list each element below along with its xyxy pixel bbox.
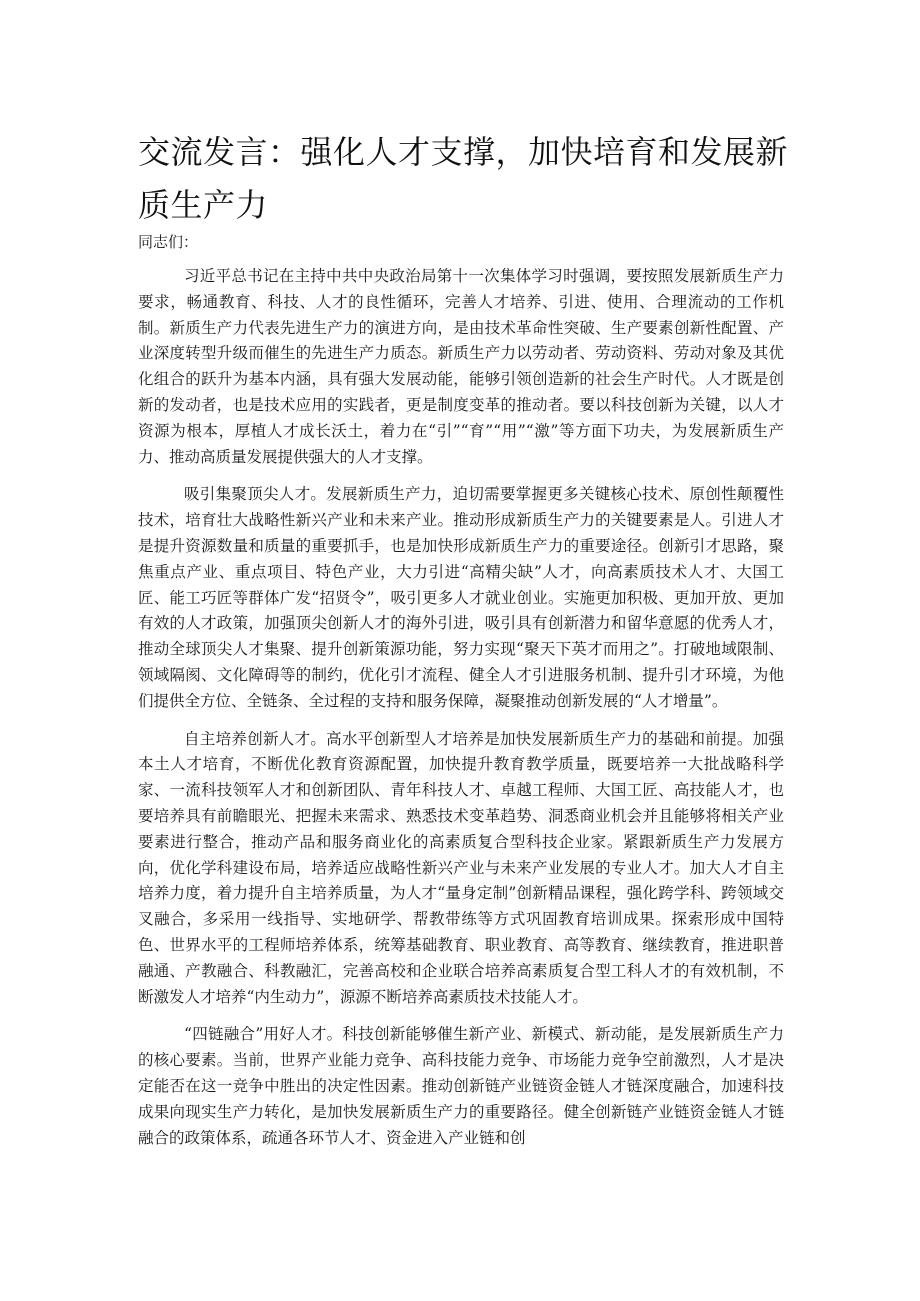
- paragraph-four-chain-integration: “四链融合”用好人才。科技创新能够催生新产业、新模式、新动能，是发展新质生产力的核心要素。当前，世界产业能力竞争、高科技能力竞争、市场能力竞争空前激烈，人才是决定能否在这一竞争中胜出的决定性因素。推动创新链产业链资金链人才链深度融合，加速科技成果向现实生产力转化，是加快发展新质生产力的重要路径。健全创新链产业链资金链人才链融合的政策体系，疏通各环节人才、资金进入产业链和创: [138, 1025, 784, 1147]
- paragraph-attract-talent: 吸引集聚顶尖人才。发展新质生产力，迫切需要掌握更多关键核心技术、原创性颠覆性技术，培育壮大战略性新兴产业和未来产业。推动形成新质生产力的关键要素是人。引进人才是提升资源数量和质量的重要抓手，也是加快形成新质生产力的重要途径。创新引才思路，聚焦重点产业、重点项目、特色产业，大力引进“高精尖缺”人才，向高素质技术人才、大国工匠、能工巧匠等群体广发“招贤令”，吸引更多人才就业创业。实施更加积极、更加开放、更加有效的人才政策，加强顶尖创新人才的海外引进，吸引具有创新潜力和留华意愿的优秀人才，推动全球顶尖人才集聚、提升创新策源功能，努力实现“聚天下英才而用之”。打破地域限制、领域隔阂、文化障碍等的制约，优化引才流程、健全人才引进服务机制、提升引才环境，为他们提供全方位、全链条、全过程的支持和服务保障，凝聚推动创新发展的“人才增量”。: [138, 485, 784, 710]
- paragraph-cultivate-talent: 自主培养创新人才。高水平创新型人才培养是加快发展新质生产力的基础和前提。加强本土人才培育，不断优化教育资源配置，加快提升教育教学质量，既要培养一大批战略科学家、一流科技领军人才和创新团队、青年科技人才、卓越工程师、大国工匠、高技能人才，也要培养具有前瞻眼光、把握未来需求、熟悉技术变革趋势、洞悉商业机会并且能够将相关产业要素进行整合，推动产品和服务商业化的高素质复合型科技企业家。紧跟新质生产力发展方向，优化学科建设布局，培养适应战略性新兴产业与未来产业发展的专业人才。加大人才自主培养力度，着力提升自主培养质量，为人才“量身定制”创新精品课程，强化跨学科、跨领域交叉融合，多采用一线指导、实地研学、帮教带练等方式巩固教育培训成果。探索形成中国特色、世界水平的工程师培养体系，统筹基础教育、职业教育、高等教育、继续教育，推进职普融通、产教融合、科教融汇，完善高校和企业联合培养高素质复合型工科人才的有效机制，不断激发人才培养“内生动力”，源源不断培养高素质技术技能人才。: [138, 729, 784, 1006]
- salutation: 同志们：: [138, 233, 199, 251]
- document-title: 交流发言：强化人才支撑，加快培育和发展新质生产力: [138, 133, 789, 224]
- document-body: [138, 264, 784, 1163]
- paragraph-intro: 习近平总书记在主持中共中央政治局第十一次集体学习时强调，要按照发展新质生产力要求，畅通教育、科技、人才的良性循环，完善人才培养、引进、使用、合理流动的工作机制。新质生产力代表先进生产力的演进方向，是由技术革命性突破、生产要素创新性配置、产业深度转型升级而催生的先进生产力质态。新质生产力以劳动者、劳动资料、劳动对象及其优化组合的跃升为基本内涵，具有强大发展动能，能够引领创造新的社会生产时代。人才既是创新的发动者，也是技术应用的实践者，更是制度变革的推动者。要以科技创新为关键，以人才资源为根本，厚植人才成长沃土，着力在“引”“育”“用”“激”等方面下功夫，为发展新质生产力、推动高质量发展提供强大的人才支撑。: [138, 267, 784, 466]
